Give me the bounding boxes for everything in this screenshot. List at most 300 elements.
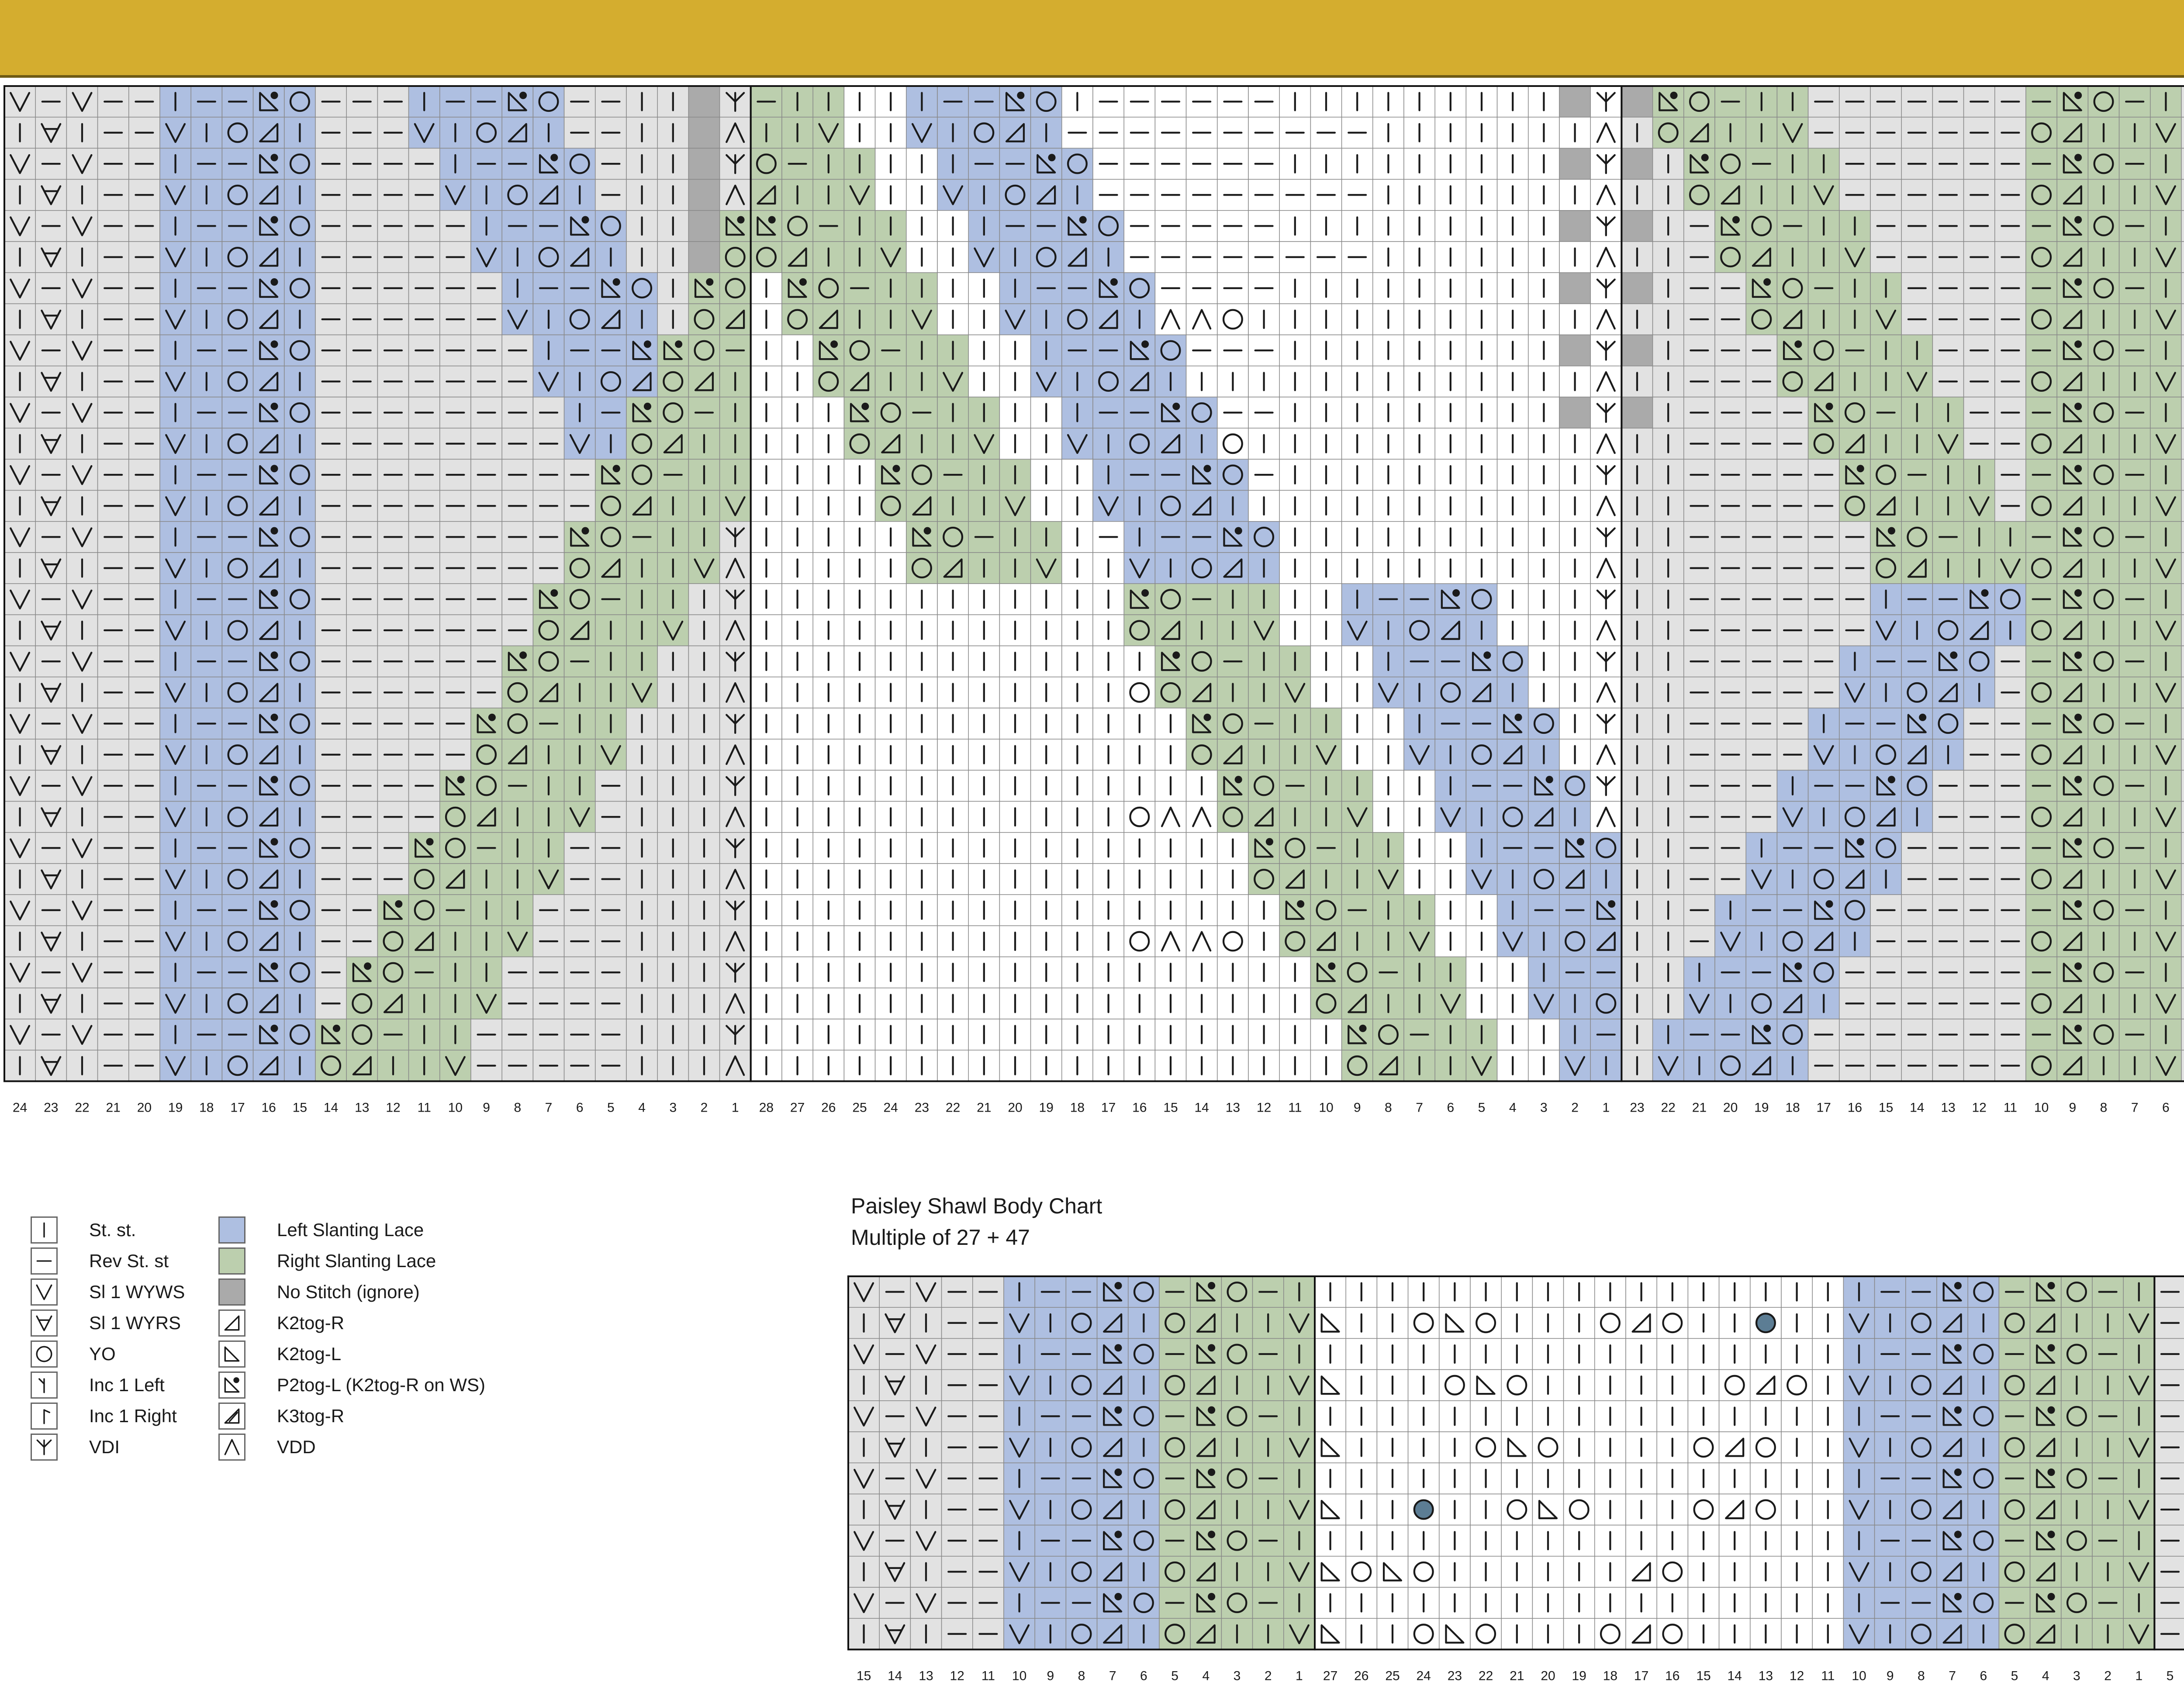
chart-cell	[2088, 86, 2119, 117]
chart-cell	[66, 273, 97, 304]
chart-cell	[1528, 988, 1559, 1019]
chart-cell	[1128, 1587, 1159, 1618]
left-slanting-lace-swatch	[218, 1216, 245, 1244]
purl-dash-icon	[31, 1247, 58, 1275]
chart-cell	[720, 242, 751, 273]
chart-cell	[1590, 988, 1621, 1019]
chart-cell	[1870, 833, 1901, 864]
chart-cell	[66, 708, 97, 739]
column-number-label: 19	[168, 1100, 183, 1115]
chart-cell	[2181, 895, 2184, 926]
column-number-label: 15	[1696, 1669, 1711, 1683]
chart-cell	[1901, 366, 1932, 397]
chart-cell	[2150, 117, 2181, 148]
chart-cell	[906, 117, 937, 148]
chart-cell	[1093, 491, 1124, 522]
chart-cell	[1439, 1370, 1470, 1401]
chart-cell	[222, 926, 253, 957]
chart-cell	[2150, 304, 2181, 335]
chart-cell	[1808, 428, 1839, 459]
chart-cell	[284, 708, 315, 739]
column-number-label: 21	[1692, 1100, 1707, 1115]
chart-cell	[1653, 1050, 1684, 1081]
chart-cell	[1435, 677, 1466, 708]
column-number-label: 19	[1754, 1100, 1769, 1115]
chart-cell	[1217, 459, 1248, 490]
chart-cell	[720, 677, 751, 708]
chart-cell	[2088, 522, 2119, 553]
chart-cell	[160, 1050, 191, 1081]
chart-cell	[2181, 428, 2184, 459]
vdi-icon	[31, 1434, 58, 1461]
chart-cell	[1559, 273, 1590, 304]
column-number-label: 3	[2073, 1669, 2080, 1683]
column-number-label: 19	[1572, 1669, 1586, 1683]
chart-cell	[720, 739, 751, 770]
chart-cell	[2026, 677, 2057, 708]
chart-cell	[1839, 397, 1870, 428]
chart-cell	[657, 366, 688, 397]
chart-cell	[4, 584, 35, 615]
chart-cell	[1746, 988, 1777, 1019]
legend-label: K2tog-L	[277, 1343, 342, 1364]
chart-cell	[1066, 1370, 1097, 1401]
column-number-label: 27	[790, 1100, 805, 1115]
chart-cell	[1124, 428, 1155, 459]
chart-cell	[1621, 335, 1652, 366]
chart-cell	[1093, 366, 1124, 397]
legend-label: Inc 1 Right	[89, 1405, 177, 1426]
column-number-label: 23	[914, 1100, 930, 1115]
chart-cell	[284, 273, 315, 304]
chart-cell	[1004, 1556, 1035, 1587]
legend-label: K2tog-R	[277, 1312, 345, 1333]
chart-cell	[1497, 802, 1528, 833]
chart-cell	[2026, 988, 2057, 1019]
column-number-label: 7	[1949, 1669, 1956, 1683]
chart-cell	[1124, 926, 1155, 957]
legend-keys	[218, 1214, 568, 1462]
chart-cell	[564, 148, 595, 179]
chart-cell	[2181, 459, 2184, 490]
chart-cell	[1155, 584, 1186, 615]
chart-cell	[1621, 148, 1652, 179]
legend-label: VDD	[277, 1436, 316, 1457]
column-number-label: 7	[545, 1100, 553, 1115]
chart-cell	[2088, 1019, 2119, 1050]
chart-cell	[35, 553, 66, 584]
no-stitch-swatch	[218, 1278, 245, 1306]
chart-cell	[848, 1463, 879, 1494]
chart-cell	[1777, 273, 1808, 304]
legend-row	[31, 1276, 197, 1307]
column-number-label: 24	[883, 1100, 898, 1115]
chart-cell	[626, 428, 657, 459]
chart-cell	[1590, 304, 1621, 335]
chart-cell	[2181, 926, 2184, 957]
column-number-label: 13	[1225, 1100, 1241, 1115]
column-number-label: 22	[1478, 1669, 1493, 1683]
chart-cell	[1590, 117, 1621, 148]
legend-row	[31, 1400, 197, 1431]
chart-cell	[1559, 148, 1590, 179]
chart-cell	[1186, 739, 1217, 770]
chart-cell	[1159, 1307, 1190, 1338]
column-number-label: 5	[2166, 1669, 2174, 1683]
chart-cell	[564, 802, 595, 833]
column-number-label: 9	[1886, 1669, 1894, 1683]
chart-cell	[844, 180, 875, 211]
chart-cell	[377, 926, 408, 957]
chart-cell	[284, 895, 315, 926]
chart-cell	[2150, 926, 2181, 957]
yarn-over-circle-icon	[31, 1341, 58, 1368]
column-number-label: 2	[1571, 1100, 1579, 1115]
chart-cell	[657, 397, 688, 428]
column-number-label: 11	[981, 1669, 995, 1683]
chart-cell	[222, 864, 253, 895]
chart-cell	[1590, 615, 1621, 646]
chart-cell	[1590, 677, 1621, 708]
chart-cell	[1843, 1432, 1874, 1463]
chart-cell	[2026, 1050, 2057, 1081]
legend-row	[31, 1245, 197, 1276]
chart-cell	[1310, 988, 1341, 1019]
column-number-label: 11	[1821, 1669, 1835, 1683]
chart-cell	[751, 148, 782, 179]
chart-cell	[66, 335, 97, 366]
column-number-label: 11	[417, 1100, 431, 1115]
chart-cell	[2123, 1432, 2154, 1463]
chart-cell	[1186, 304, 1217, 335]
chart-cell	[2088, 646, 2119, 677]
chart-cell	[1404, 615, 1435, 646]
chart-cell	[595, 522, 626, 553]
chart-cell	[1279, 677, 1310, 708]
chart-cell	[2181, 646, 2184, 677]
chart-cell	[720, 615, 751, 646]
legend-row	[218, 1214, 568, 1245]
chart-cell	[1995, 584, 2026, 615]
column-number-label: 7	[1109, 1669, 1116, 1683]
chart-cell	[284, 770, 315, 801]
column-number-label: 4	[1509, 1100, 1517, 1115]
chart-cell	[2123, 1370, 2154, 1401]
column-number-label: 1	[1296, 1669, 1303, 1683]
column-number-label: 17	[1634, 1669, 1649, 1683]
chart-cell	[1590, 833, 1621, 864]
chart-cell	[1808, 739, 1839, 770]
chart-cell	[875, 397, 906, 428]
chart-cell	[4, 86, 35, 117]
chart-cell	[471, 117, 502, 148]
column-number-label: 14	[1194, 1100, 1209, 1115]
chart-cell	[720, 117, 751, 148]
chart-cell	[4, 1019, 35, 1050]
chart-cell	[440, 833, 471, 864]
chart-cell	[4, 522, 35, 553]
chart-cell	[906, 304, 937, 335]
chart-cell	[1843, 1494, 1874, 1525]
column-number-label: 3	[1233, 1669, 1241, 1683]
column-number-label: 14	[1910, 1100, 1925, 1115]
chart-cell	[1843, 1618, 1874, 1649]
chart-cell	[968, 242, 999, 273]
chart-cell	[35, 926, 66, 957]
chart-cell	[848, 1587, 879, 1618]
chart-cell	[1408, 1618, 1439, 1649]
chart-cell	[1186, 397, 1217, 428]
chart-cell	[1221, 1525, 1252, 1556]
chart-cell	[409, 864, 440, 895]
column-number-label: 12	[1789, 1669, 1804, 1683]
chart-cell	[564, 584, 595, 615]
column-number-label: 18	[1070, 1100, 1085, 1115]
chart-cell	[720, 1050, 751, 1081]
chart-cell	[502, 180, 533, 211]
column-number-label: 14	[323, 1100, 339, 1115]
chart-cell	[2181, 397, 2184, 428]
chart-cell	[1777, 802, 1808, 833]
chart-cell	[1843, 1370, 1874, 1401]
chart-cell	[1621, 86, 1652, 117]
chart-cell	[4, 708, 35, 739]
column-number-label: 26	[1354, 1669, 1369, 1683]
chart-cell	[2181, 864, 2184, 895]
chart-cell	[2150, 366, 2181, 397]
chart-cell	[409, 895, 440, 926]
chart-cell	[1746, 304, 1777, 335]
chart-cell	[1781, 1370, 1812, 1401]
chart-cell	[1186, 802, 1217, 833]
chart-cell	[2181, 802, 2184, 833]
chart-cell	[2181, 770, 2184, 801]
chart-cell	[533, 242, 564, 273]
chart-cell	[4, 957, 35, 988]
chart-cell	[160, 864, 191, 895]
chart-cell	[1715, 1050, 1746, 1081]
chart-cell	[1999, 1432, 2030, 1463]
chart-cell	[35, 1050, 66, 1081]
chart-cell	[1590, 553, 1621, 584]
chart-cell	[1497, 646, 1528, 677]
chart-cell	[1186, 646, 1217, 677]
chart-cell	[1999, 1370, 2030, 1401]
chart-cell	[848, 1338, 879, 1369]
column-number-label: 24	[1416, 1669, 1431, 1683]
chart-cell	[2181, 86, 2184, 117]
chart-cell	[879, 1618, 910, 1649]
chart-cell	[720, 864, 751, 895]
column-number-label: 8	[1918, 1669, 1925, 1683]
chart-cell	[222, 242, 253, 273]
chart-cell	[1968, 1587, 1999, 1618]
chart-cell	[160, 491, 191, 522]
chart-cell	[1684, 86, 1715, 117]
chart-cell	[4, 646, 35, 677]
chart-cell	[2061, 1587, 2092, 1618]
chart-cell	[1155, 926, 1186, 957]
chart-cell	[222, 180, 253, 211]
chart-cell	[1559, 335, 1590, 366]
chart-cell	[1688, 1494, 1719, 1525]
chart-cell	[1906, 1494, 1937, 1525]
column-number-label: 15	[292, 1100, 308, 1115]
column-number-label: 8	[2100, 1100, 2108, 1115]
chart-cell	[160, 739, 191, 770]
chart-cell	[1559, 770, 1590, 801]
legend-label: No Stitch (ignore)	[277, 1281, 420, 1302]
chart-cell	[533, 86, 564, 117]
column-number-label: 6	[1980, 1669, 1987, 1683]
chart-cell	[66, 770, 97, 801]
column-number-label: 6	[576, 1100, 584, 1115]
chart-cell	[66, 895, 97, 926]
column-number-label: 13	[1941, 1100, 1956, 1115]
column-number-label: 6	[1140, 1669, 1147, 1683]
chart-cell	[222, 739, 253, 770]
chart-cell	[1373, 864, 1404, 895]
chart-cell	[1657, 1556, 1688, 1587]
chart-cell	[66, 397, 97, 428]
paisley-main-chart	[3, 85, 2184, 1133]
chart-cell	[1901, 677, 1932, 708]
chart-cell	[377, 957, 408, 988]
chart-cell	[66, 86, 97, 117]
chart-cell	[315, 1050, 346, 1081]
chart-cell	[720, 926, 751, 957]
chart-cell	[910, 1587, 941, 1618]
slip-wyib-icon	[31, 1278, 58, 1306]
legend-row	[31, 1431, 197, 1462]
chart-cell	[222, 988, 253, 1019]
chart-cell	[688, 553, 719, 584]
chart-cell	[782, 211, 813, 242]
chart-cell	[1870, 459, 1901, 490]
legend-row	[218, 1338, 568, 1369]
chart-cell	[720, 988, 751, 1019]
chart-cell	[1404, 926, 1435, 957]
chart-cell	[2181, 273, 2184, 304]
column-number-label: 15	[1163, 1100, 1178, 1115]
chart-cell	[688, 335, 719, 366]
column-number-label: 7	[2131, 1100, 2139, 1115]
chart-cell	[284, 584, 315, 615]
vdd-icon	[218, 1434, 245, 1461]
body-repeat-section	[1315, 1276, 2154, 1649]
chart-cell	[1128, 1463, 1159, 1494]
chart-cell	[595, 491, 626, 522]
legend-row	[31, 1307, 197, 1338]
chart-cell	[1159, 1618, 1190, 1649]
chart-cell	[1342, 1050, 1373, 1081]
chart-cell	[35, 242, 66, 273]
column-number-label: 23	[1447, 1669, 1462, 1683]
chart-cell	[2181, 584, 2184, 615]
chart-cell	[1968, 1525, 1999, 1556]
chart-cell	[4, 335, 35, 366]
column-number-label: 16	[261, 1100, 276, 1115]
chart-cell	[2088, 273, 2119, 304]
chart-cell	[2181, 988, 2184, 1019]
chart-cell	[1684, 988, 1715, 1019]
chart-cell	[160, 615, 191, 646]
column-number-label: 11	[2003, 1100, 2017, 1115]
chart-cell	[1906, 1618, 1937, 1649]
chart-cell	[2026, 615, 2057, 646]
chart-cell	[502, 926, 533, 957]
right-slanting-lace-swatch	[218, 1247, 245, 1275]
chart-cell	[2123, 1556, 2154, 1587]
chart-cell	[910, 1525, 941, 1556]
chart-cell	[1066, 1556, 1097, 1587]
left-border-section	[4, 86, 751, 1081]
column-number-label: 11	[1288, 1100, 1302, 1115]
column-number-label: 15	[1878, 1100, 1894, 1115]
chart-cell	[626, 459, 657, 490]
knit-bar-icon	[31, 1216, 58, 1244]
chart-cell	[2123, 1494, 2154, 1525]
column-number-label: 2	[700, 1100, 708, 1115]
chart-cell	[1124, 677, 1155, 708]
left-edge-section	[848, 1276, 1315, 1649]
chart-cell	[751, 242, 782, 273]
column-number-label: 25	[1385, 1669, 1400, 1683]
chart-cell	[813, 273, 844, 304]
chart-cell	[1217, 304, 1248, 335]
chart-cell	[502, 304, 533, 335]
column-number-label: 23	[1630, 1100, 1645, 1115]
chart-cell	[502, 677, 533, 708]
chart-cell	[284, 86, 315, 117]
chart-cell	[720, 491, 751, 522]
column-number-label: 4	[2042, 1669, 2049, 1683]
chart-cell	[2026, 304, 2057, 335]
chart-cell	[440, 180, 471, 211]
chart-cell	[1590, 366, 1621, 397]
chart-cell	[346, 988, 377, 1019]
chart-cell	[2181, 522, 2184, 553]
column-number-label: 8	[1385, 1100, 1392, 1115]
column-number-label: 20	[137, 1100, 152, 1115]
column-number-label: 12	[1972, 1100, 1987, 1115]
chart-cell	[1155, 335, 1186, 366]
chart-cell	[1062, 304, 1093, 335]
chart-cell	[471, 242, 502, 273]
chart-cell	[1932, 428, 1963, 459]
chart-cell	[222, 366, 253, 397]
chart-cell	[1621, 211, 1652, 242]
chart-cell	[1901, 522, 1932, 553]
chart-cell	[2150, 491, 2181, 522]
chart-cell	[879, 1556, 910, 1587]
chart-cell	[2026, 428, 2057, 459]
chart-cell	[2181, 242, 2184, 273]
header-banner	[0, 0, 2184, 78]
column-number-label: 10	[1852, 1669, 1866, 1683]
chart-cell	[1595, 1307, 1626, 1338]
chart-cell	[1128, 1401, 1159, 1432]
chart-cell	[1657, 1307, 1688, 1338]
chart-cell	[1870, 615, 1901, 646]
chart-cell	[2088, 211, 2119, 242]
chart-cell	[1559, 1050, 1590, 1081]
chart-cell	[1621, 273, 1652, 304]
chart-cell	[1999, 1307, 2030, 1338]
column-number-label: 18	[199, 1100, 214, 1115]
chart-cell	[2181, 117, 2184, 148]
chart-cell	[284, 211, 315, 242]
